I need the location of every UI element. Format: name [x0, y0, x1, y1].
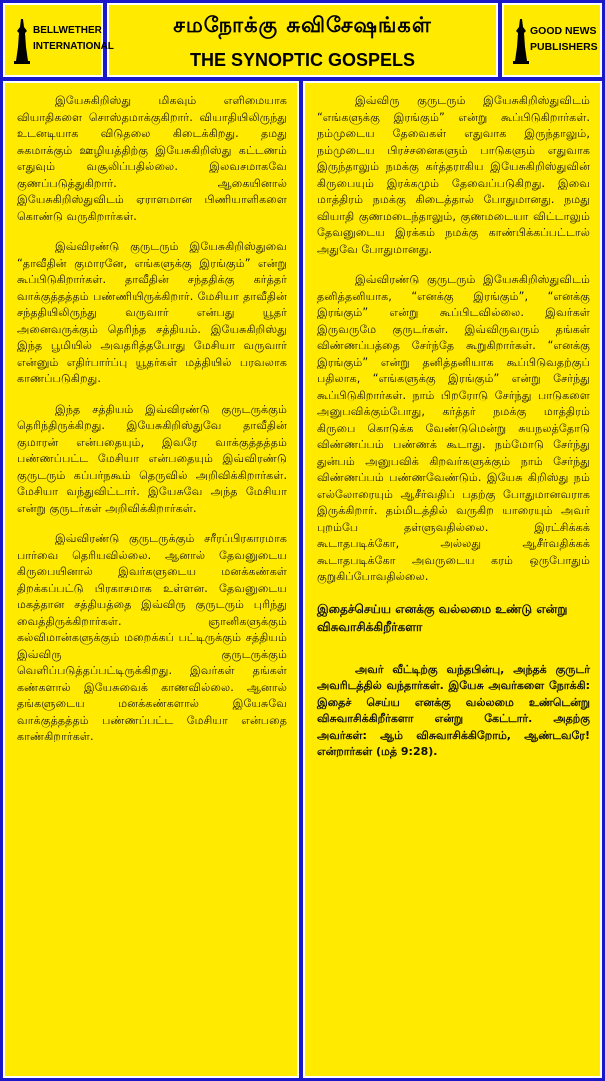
left-column	[3, 81, 299, 1078]
logo-right-line1: GOOD NEWS	[530, 25, 597, 37]
goodnews-logo	[502, 3, 602, 77]
scripture-quote: அவர் வீட்டிற்கு வந்தபின்பு, அந்தக் குருடர் அவரிடத்தில் வந்தார்கள். இயேசு அவர்களை நோக்கி: இதைச் செய்ய எனக்கு வல்லமை உண்டென்று விசுவாசிக்கிறீர்களா என்று கேட்டார். அதற்கு அவர்கள்: ஆம் விசுவாசிக்கிறோம், ஆண்டவரே! என்றார்கள் (மத் 9:28).	[317, 662, 590, 758]
bellwether-logo	[3, 3, 114, 77]
left-paragraph-3: இந்த சத்தியம் இவ்விரண்டு குருடருக்கும் தெரிந்திருக்கிறது. இயேசுகிறிஸ்துவே தாவீதின் குமாரன் என்பதையும், இவரே வாக்குத்தத்தம் பண்ணப்பட்ட மேசியா என்பதையும் இவ்விரண்டு குருடரும் கப்பர்நகூம் தெருவில் அறிவிக்கிறார்கள். மேசியா வந்துவிட்டார். இயேசுவே அந்த மேசியா என்று குருடர்கள் அறிவிக்கிறார்கள்.	[17, 402, 287, 515]
header	[3, 3, 602, 77]
title-box	[107, 3, 498, 77]
logo-left-line1: BELLWETHER	[33, 25, 102, 36]
right-column	[303, 81, 602, 1078]
logo-right-line2: PUBLISHERS	[530, 41, 598, 53]
left-paragraph-4: இவ்விரண்டு குருடருக்கும் சரீரப்பிரகாரமாக பார்வை தெரியவில்லை. ஆனால் தேவனுடைய கிருபையினால் இவர்களுடைய மனக்கண்கள் திறக்கப்பட்டு பிரகாசமாக உள்ளன. தேவனுடைய மகத்தான சத்தியத்தை இவ்விரு குருடரும் புரிந்து வைத்திருக்கிறார்கள். ஞானிகளுக்கும் கல்விமான்களுக்கும் மறைக்கப் பட்டிருக்கும் சத்தியம் இவ்விரு குருடருக்கும் வெளிப்படுத்தப்பட்டிருக்கிறது. இவர்கள் தங்கள் கண்களால் இயேசுவைக் காணவில்லை. ஆனால் தங்களுடைய மனக்கண்களால் இயேசுவே வாக்குத்தத்தம் பண்ணப்பட்ட மேசியா என்பதை காண்கிறார்கள்.	[17, 532, 287, 743]
page-title-english: THE SYNOPTIC GOSPELS	[189, 50, 416, 70]
statue-icon	[13, 17, 31, 65]
right-paragraph-2: இவ்விரண்டு குருடரும் இயேசுகிறிஸ்துவிடம் தனித்தனியாக, “எனக்கு இரங்கும்”, “எனக்கு இரங்கும்” என்று கூப்பிடவில்லை. இவர்கள் இருவருமே குருடர்கள். இவ்விருவரும் தங்கள் விண்ணப்பத்தை சேர்ந்தே கூறுகிறார்கள். “எனக்கு இரங்கும்” என்று தனித்தனியாக கூப்பிடுவதற்குப் பதிலாக, “எங்களுக்கு இரங்கும்” என்று சேர்ந்து கூப்பிடுகிறார்கள். நாம் பிறரோடு சேர்ந்து பாடுகளை அனுபவிக்கும்போது, கர்த்தர் நமக்கு மாத்திரம் கிருபை கொடுக்க வேண்டுமென்று சுயநலத்தோடு விண்ணப்பம் பண்ணக் கூடாது. நம்மோடு சேர்ந்து துன்பம் அனுபவிக் கிறவர்களுக்கும் நாம் சேர்ந்து விண்ணப்பம் பண்ணவேண்டும். இயேசு கிறிஸ்து நம் எல்லோரையும் ஆசீர்வதிப் பதற்கு போதுமானவராக இருக்கிறார். தம்மிடத்தில் வருகிற யாரையும் அவர் புறம்பே தள்ளுவதில்லை. இரட்சிக்கக் கூடாதபடிக்கோ, அல்லது ஆசீர்வதிக்கக் கூடாதபடிக்கோ அவருடைய கரம் ஒருபோதும் குறுகிப்போவதில்லை.	[317, 273, 590, 583]
logo-left-line2: INTERNATIONAL	[33, 41, 114, 52]
page-title-tamil: சமநோக்கு சுவிசேஷங்கள்	[173, 13, 432, 37]
section-heading: இதைச்செய்ய எனக்கு வல்லமை உண்டு என்று விசுவாசிக்கிறீர்களா	[317, 601, 568, 634]
statue-icon	[512, 17, 530, 65]
right-paragraph-1: இவ்விரு குருடரும் இயேசுகிறிஸ்துவிடம் “எங்களுக்கு இரங்கும்” என்று கூப்பிடுகிறார்கள். நம்முடைய தேவைகள் எதுவாக இருந்தாலும், நம்முடைய பிரச்சனைகளும் பாடுகளும் எதுவாக இருந்தாலும் நமக்கு கர்த்தராகிய இயேசுகிறிஸ்துவின் கிருபையும் இரக்கமும் தேவைப்படுகிறது. இவை மாத்திரம் நமக்கு கிடைத்தால் போதுமானது. நமது வியாதி குணமடைந்தாலும், குணமடையா விட்டாலும் தேவனுடைய இரக்கம் நமக்கு காண்பிக்கப்பட்டால் அதுவே போதுமானது.	[317, 94, 590, 256]
left-paragraph-2: இவ்விரண்டு குருடரும் இயேசுகிறிஸ்துவை “தாவீதின் குமாரனே, எங்களுக்கு இரங்கும்” என்று கூப்பிடுகிறார்கள். தாவீதின் சந்ததிக்கு கர்த்தர் வாக்குத்தத்தம் பண்ணியிருக்கிறார். மேசியா தாவீதின் சந்ததியிலிருந்து வருவார் என்பது யூதர் அனைவருக்கும் தெரிந்த சத்தியம். இயேசுகிறிஸ்து இந்த பூமியில் அவதரித்தபோது மேசியா வருவார் என்னும் எதிர்பார்ப்பு யூதர்கள் மத்தியில் பரவலாக காணப்படுகிறது.	[17, 240, 287, 385]
left-paragraph-1: இயேசுகிறிஸ்து மிகவும் எளிமையாக வியாதிகளை சொஸ்தமாக்குகிறார். வியாதியிலிருந்து உடனடியாக விடுதலை கிடைக்கிறது. தமது சுகமாக்கும் ஊழியத்திற்கு இயேசுகிறிஸ்து கட்டணம் எதுவும் வசூலிப்பதில்லை. இலவசமாகவே குணப்படுத்துகிறார். ஆகையினால் இயேசுகிறிஸ்துவிடம் ஏராளமான பிணியாளிகளை கொண்டு வருகிறார்கள்.	[17, 94, 287, 223]
